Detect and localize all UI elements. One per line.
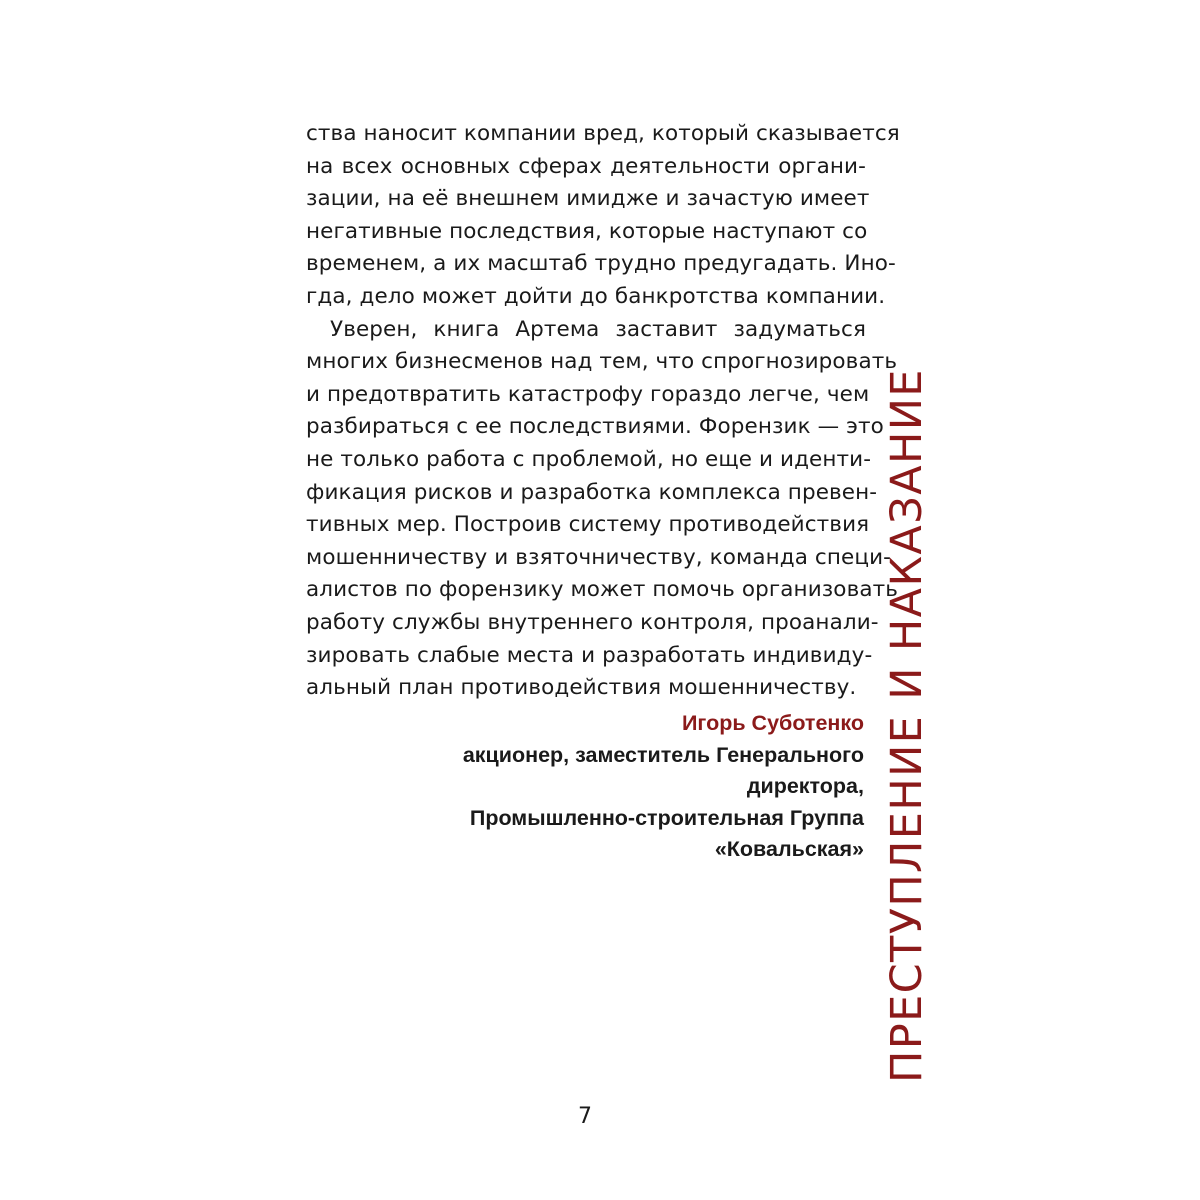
text-line: многих бизнесменов над тем, что спрогнозировать — [306, 349, 898, 375]
author-title-line: Промышленно-строительная Группа — [469, 805, 864, 830]
text-line: ства наносит компании вред, который сказывается — [306, 121, 900, 146]
text-line: Уверен, книга Артема заставит задуматься — [330, 316, 866, 342]
text-line: не только работа с проблемой, но еще и иденти- — [306, 446, 872, 472]
text-line: на всех основных сферах деятельности органи- — [306, 153, 866, 179]
text-line: работу службы внутреннего контроля, проанали- — [306, 609, 879, 635]
text-line: фикация рисков и разработка комплекса превен- — [306, 479, 878, 505]
text-line: временем, а их масштаб трудно предугадать. Ино- — [306, 251, 896, 277]
running-title: ПРЕСТУПЛЕНИЕ И НАКАЗАНИЕ — [882, 368, 932, 1083]
page-number: 7 — [578, 1104, 592, 1129]
text-line: мошенничеству и взяточничеству, команда специ- — [306, 544, 891, 570]
text-line: и предотвратить катастрофу гораздо легче, чем — [306, 381, 870, 407]
text-line: тивных мер. Построив систему противодействия — [306, 512, 870, 538]
text-line: негативные последствия, которые наступают со — [306, 218, 868, 244]
author-name: Игорь Суботенко — [681, 711, 864, 735]
paragraph-2 — [306, 314, 899, 705]
author-title-line: акционер, заместитель Генерального — [462, 742, 864, 767]
text-line: разбираться с ее последствиями. Форензик — это — [306, 414, 884, 440]
body-text — [306, 118, 900, 705]
text-line: гда, дело может дойти до банкротства компании. — [306, 283, 886, 309]
author-title-line: «Ковальская» — [714, 837, 864, 862]
signature-block — [304, 708, 864, 866]
author-title-line: директора, — [746, 774, 864, 799]
text-line: альный план противодействия мошенничеству. — [306, 675, 857, 701]
text-line: зировать слабые места и разработать индивиду- — [306, 642, 873, 668]
text-line: алистов по форензику может помочь организовать — [306, 577, 899, 603]
text-line: зации, на её внешнем имидже и зачастую имеет — [306, 186, 870, 212]
paragraph-1 — [306, 118, 900, 314]
